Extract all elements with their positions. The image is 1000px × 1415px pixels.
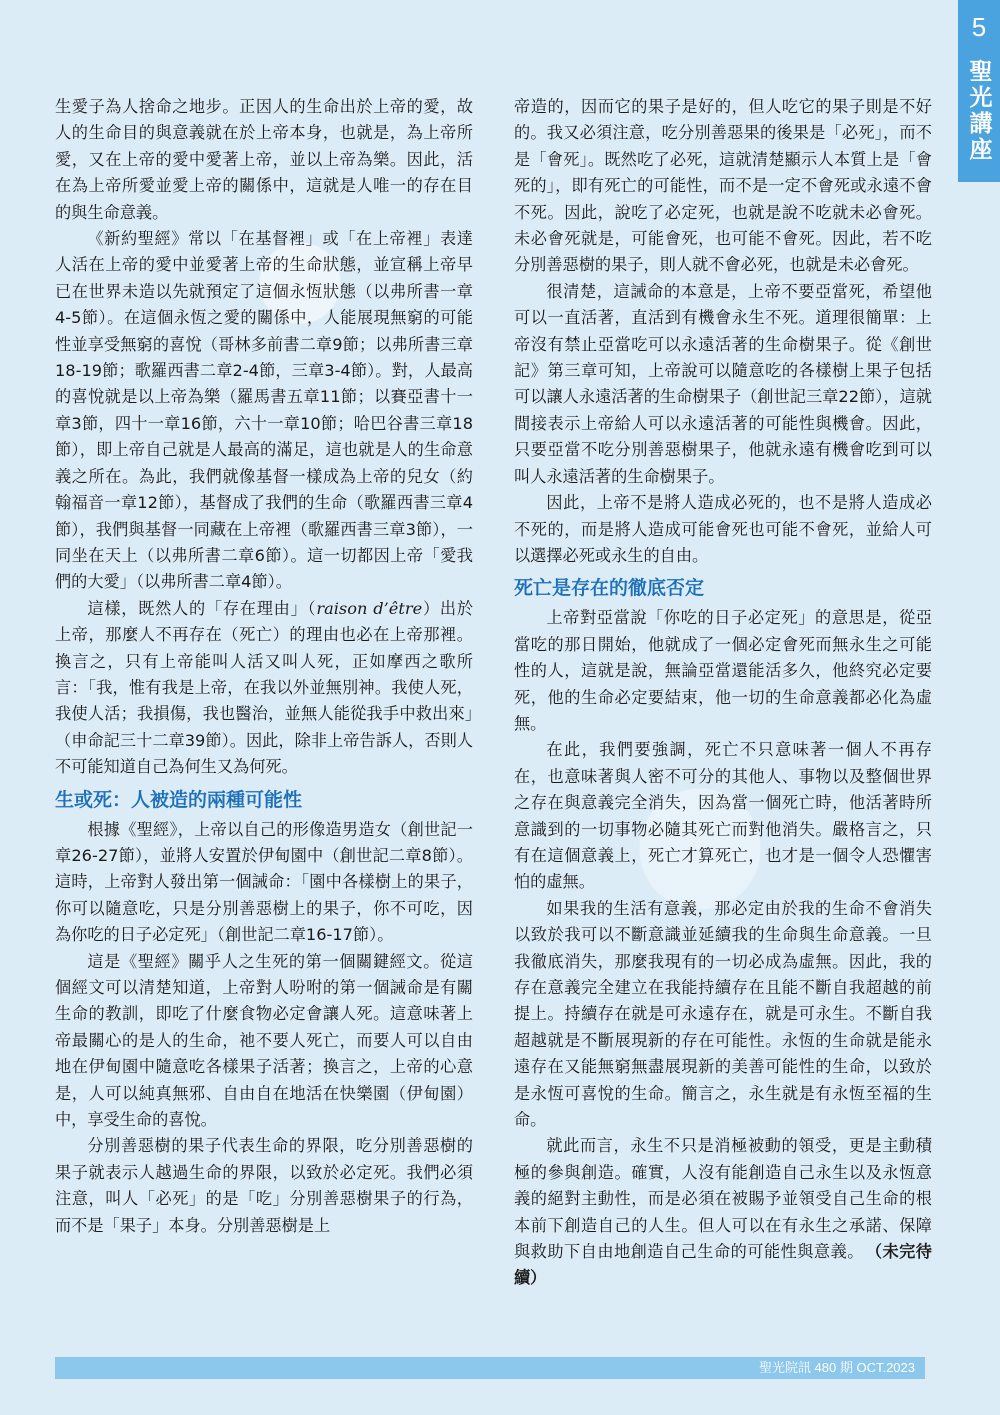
section-heading: 生或死：人被造的兩種可能性 (55, 788, 303, 811)
paragraph: 如果我的生活有意義，那必定由於我的生命不會消失以致於我可以不斷意識並延續我的生命與生命意義。一旦我徹底消失，那麼我現有的一切必成為虛無。因此，我的存在意義完全建立在我能持續存在且能不斷自我超越的前提上。持續存在就是可永遠存在，就是可永生。不斷自我超越就是不斷展現新的存在可能性。永恆的生命就是能永遠存在又能無窮無盡展現新的美善可能性的生命，以致於是永恆可喜悅的生命。簡言之，永生就是有永恆至福的生命。 (514, 898, 932, 1130)
paragraph: 帝造的，因而它的果子是好的，但人吃它的果子則是不好的。我又必須注意，吃分別善惡果的後果是「必死」，而不是「會死」。既然吃了必死，這就清楚顯示人本質上是「會死的」，即有死亡的可能性，而不是一定不會死或永遠不會不死。因此，說吃了必定死，也就是說不吃就未必會死。未必會死就是，可能會死，也可能不會死。因此，若不吃分別善惡樹的果子，則人就不會必死，也就是未必會死。 (514, 97, 932, 275)
paragraph: 《新約聖經》常以「在基督裡」或「在上帝裡」表達人活在上帝的愛中並愛著上帝的生命狀態，並宣稱上帝早已在世界未造以先就預定了這個永恆狀態（以弗所書一章4-5節）。在這個永恆之愛的關係中，人能展現無窮的可能性並享受無窮的喜悅（哥林多前書二章9節；以弗所書三章18-19節；歌羅西書二章2-4節，三章3-4節）。對，人最高的喜悅就是以上帝為樂（羅馬書五章11節；以賽亞書十一章3節，四十一章16節，六十一章10節；哈巴谷書三章18節），即上帝自己就是人最高的滿足，這也就是人的生命意義之所在。為此，我們就像基督一樣成為上帝的兒女（約翰福音一章12節），基督成了我們的生命（歌羅西書三章4節），我們與基督一同藏在上帝裡（歌羅西書三章3節），一同坐在天上（以弗所書二章6節）。這一切都因上帝「愛我們的大愛」（以弗所書二章4節）。 (55, 229, 473, 592)
paragraph: 在此，我們要強調，死亡不只意味著一個人不再存在，也意味著與人密不可分的其他人、事物以及整個世界之存在與意義完全消失，因為當一個死亡時，他活著時所意識到的一切事物必隨其死亡而對他消失。嚴格言之，只有在這個意義上，死亡才算死亡，也才是一個令人恐懼害怕的虛無。 (514, 740, 932, 892)
paragraph: 上帝對亞當說「你吃的日子必定死」的意思是，從亞當吃的那日開始，他就成了一個必定會死而無永生之可能性的人，這就是說，無論亞當還能活多久，他終究必定要死，他的生命必定要結束，他一切的生命意義都必化為虛無。 (514, 608, 932, 733)
footer-issue: 聖光院訊 480 期 OCT.2023 (758, 1360, 915, 1375)
paragraph-text: 這樣，既然人的「存在理由」（ (87, 598, 317, 618)
footer-bar (55, 1357, 925, 1379)
paragraph: 很清楚，這誡命的本意是，上帝不要亞當死，希望他可以一直活著，直活到有機會永生不死。道理很簡單：上帝沒有禁止亞當吃可以永遠活著的生命樹果子。從《創世記》第三章可知，上帝說可以隨意吃的各樣樹上果子包括可以讓人永遠活著的生命樹果子（創世記三章22節），這就間接表示上帝給人可以永遠活著的可能性與機會。因此，只要亞當不吃分別善惡樹果子，他就永遠有機會吃到可以叫人永遠活著的生命樹果子。 (514, 281, 932, 486)
paragraph: 生愛子為人捨命之地步。正因人的生命出於上帝的愛，故人的生命目的與意義就在於上帝本身，也就是，為上帝所愛，又在上帝的愛中愛著上帝，並以上帝為樂。因此，活在為上帝所愛並愛上帝的關係中，這就是人唯一的存在目的與生命意義。 (55, 97, 473, 222)
section-title: 聖光講座 (965, 59, 992, 163)
paragraph: 因此，上帝不是將人造成必死的，也不是將人造成必不死的，而是將人造成可能會死也可能不會死，並給人可以選擇必死或永生的自由。 (514, 493, 932, 565)
paragraph: 這是《聖經》關乎人之生死的第一個關鍵經文。從這個經文可以清楚知道，上帝對人吩咐的第一個誡命是有關生命的教訓，即吃了什麼食物必定會讓人死。這意味著上帝最關心的是人的生命，祂不要人死亡，而要人可以自由地在伊甸園中隨意吃各樣果子活著；換言之，上帝的心意是，人可以純真無邪、自由自在地活在快樂園（伊甸園）中，享受生命的喜悅。 (55, 951, 473, 1130)
paragraph-text: ）出於上帝，那麼人不再存在（死亡）的理由也必在上帝那裡。換言之，只有上帝能叫人活又叫人死，正如摩西之歌所言：「我，惟有我是上帝，在我以外並無別神。我使人死，我使人活；我損傷，我也醫治，並無人能從我手中救出來」（申命記三十二章39節）。因此，除非上帝告訴人，否則人不可能知道自己為何生又為何死。 (55, 598, 473, 777)
right-column (514, 94, 932, 1292)
page-number: 5 (971, 12, 987, 42)
paragraph-text: 就此而言，永生不只是消極被動的領受，更是主動積極的參與創造。確實，人沒有能創造自己永生以及永恆意義的絕對主動性，而是必須在被賜予並領受自己生命的根本前下創造自己的人生。但人可以在有永生之承諾、保障與救助下自由地創造自己生命的可能性與意義。 (514, 1136, 932, 1262)
section-tab (958, 0, 1000, 182)
paragraph (514, 1133, 932, 1291)
latin-term: raison d’être (316, 598, 423, 618)
to-be-continued: （未完待續） (514, 1242, 932, 1288)
paragraph: 分別善惡樹的果子代表生命的界限，吃分別善惡樹的果子就表示人越過生命的界限，以致於必定死。我們必須注意，叫人「必死」的是「吃」分別善惡樹果子的行為，而不是「果子」本身。分別善惡樹是上 (55, 1136, 473, 1235)
section-heading: 死亡是存在的徹底否定 (514, 577, 705, 600)
left-column (55, 94, 473, 1239)
paragraph: 根據《聖經》，上帝以自己的形像造男造女（創世記一章26-27節），並將人安置於伊甸園中（創世記二章8節）。這時，上帝對人發出第一個誡命：「園中各樣樹上的果子，你可以隨意吃，只是分別善惡樹上的果子，你不可吃，因為你吃的日子必定死」（創世記二章16-17節）。 (55, 819, 473, 945)
paragraph (55, 596, 473, 781)
